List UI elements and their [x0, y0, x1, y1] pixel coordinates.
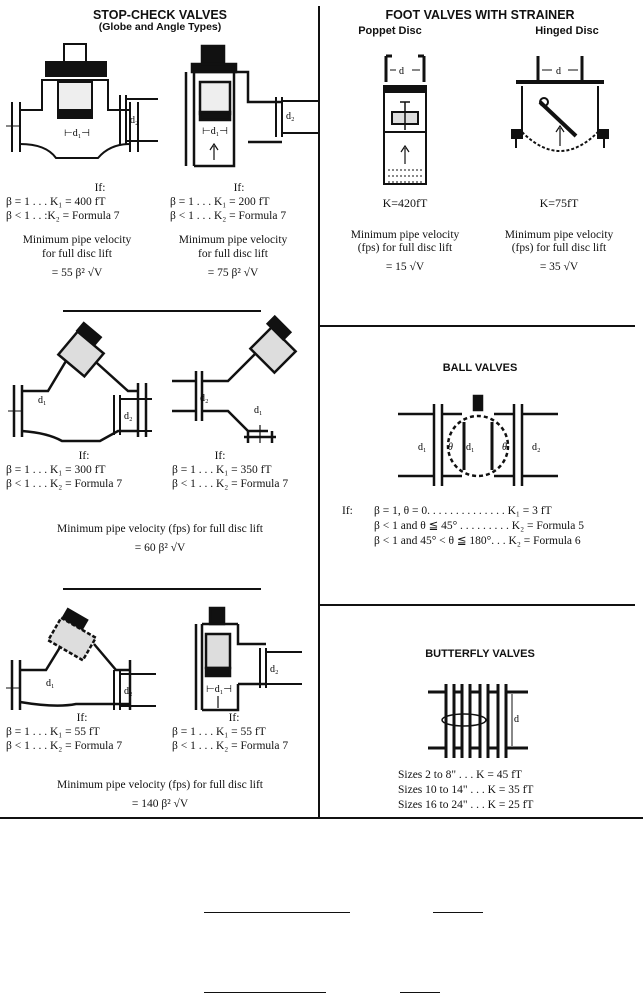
stop-check-globe-vel-3: = 55 β² √V — [51, 267, 103, 279]
svg-text:d: d — [556, 66, 561, 77]
stop-check-y-k2: β < 1 . . . K₂ = Formula 7 — [6, 478, 123, 490]
stop-check-globe-vel-1: Minimum pipe velocity — [22, 234, 132, 246]
butterfly-valve-diagram — [428, 682, 528, 760]
separator-right-1 — [320, 325, 635, 327]
pipe-section-diagram — [274, 97, 318, 137]
poppet-vel-2: (fps) for full disc lift — [357, 242, 453, 254]
svg-text:⊢d₁⊣: ⊢d₁⊣ — [206, 684, 232, 695]
svg-text:d: d — [399, 66, 404, 77]
hinged-vel-3: = 35 √V — [539, 261, 579, 273]
foot-valves-title: FOOT VALVES WITH STRAINER — [385, 8, 575, 22]
stop-check-angle-k2: β < 1 . . . K₂ = Formula 7 — [170, 210, 287, 222]
hinged-disc-label: Hinged Disc — [535, 25, 599, 37]
stop-check-globe-k2: β < 1 . . :K₂ = Formula 7 — [6, 210, 120, 222]
ball-k2-a: β < 1 and θ ≦ 45° . . . . . . . . . K₂ = Formula 5 — [374, 520, 584, 532]
hinged-k-value: K=75fT — [539, 196, 579, 210]
separator-right-2 — [320, 604, 635, 606]
svg-text:d₁: d₁ — [466, 442, 475, 453]
stop-check-yangle-k1: β = 1 . . . K₁ = 350 fT — [172, 464, 272, 476]
svg-text:d₂: d₂ — [270, 664, 279, 675]
blank-line — [204, 912, 350, 913]
butterfly-valves-title: BUTTERFLY VALVES — [425, 648, 535, 660]
svg-text:d₁: d₁ — [46, 678, 55, 689]
svg-text:d₁: d₁ — [38, 395, 47, 406]
ball-k2-b: β < 1 and 45° < θ ≦ 180°. . . K₂ = Formula 6 — [374, 535, 581, 547]
svg-text:θ: θ — [448, 442, 453, 453]
stop-check-row3-vel-1: Minimum pipe velocity (fps) for full disc lift — [56, 779, 263, 791]
svg-text:d₁: d₁ — [418, 442, 427, 453]
blank-line — [400, 992, 440, 993]
stop-check-title: STOP-CHECK VALVES — [92, 8, 228, 22]
svg-text:d₂: d₂ — [124, 411, 133, 422]
stop-check-lift-k2: β < 1 . . . K₂ = Formula 7 — [172, 740, 289, 752]
svg-text:d₂: d₂ — [130, 115, 139, 126]
separator-left-2 — [63, 588, 261, 590]
svg-text:d: d — [514, 714, 519, 725]
poppet-vel-3: = 15 √V — [385, 261, 425, 273]
stop-check-angle-vel-3: = 75 β² √V — [207, 267, 259, 279]
svg-text:d₂: d₂ — [286, 111, 295, 122]
blank-line — [204, 992, 326, 993]
stop-check-angle-if: If: — [233, 182, 245, 194]
angle-stop-check-valve-diagram — [172, 42, 282, 167]
butterfly-size-2: Sizes 10 to 14" . . . K = 35 fT — [398, 784, 534, 796]
bottom-rule — [0, 817, 643, 819]
hinged-foot-valve-diagram — [508, 52, 613, 162]
svg-text:d₂: d₂ — [200, 393, 209, 404]
pipe-section-diagram — [118, 95, 158, 145]
stop-check-angle-vel-1: Minimum pipe velocity — [178, 234, 288, 246]
svg-text:⊢d₁⊣: ⊢d₁⊣ — [64, 128, 90, 139]
hinged-vel-2: (fps) for full disc lift — [511, 242, 607, 254]
stop-check-angle-vel-2: for full disc lift — [198, 248, 268, 260]
ball-valves-title: BALL VALVES — [442, 362, 518, 374]
svg-text:⊢d₁⊣: ⊢d₁⊣ — [202, 126, 228, 137]
stop-check-yangle-if: If: — [214, 450, 226, 462]
svg-text:d₂: d₂ — [124, 686, 133, 697]
pipe-section-diagram — [112, 395, 152, 435]
butterfly-size-1: Sizes 2 to 8" . . . K = 45 fT — [398, 769, 522, 781]
y-angle-stop-check-valve-diagram — [172, 325, 312, 445]
stop-check-row2-vel-1: Minimum pipe velocity (fps) for full disc lift — [56, 523, 263, 535]
poppet-k-value: K=420fT — [382, 196, 428, 210]
ball-if: If: — [342, 505, 353, 517]
stop-check-y-k1: β = 1 . . . K₁ = 300 fT — [6, 464, 106, 476]
poppet-vel-1: Minimum pipe velocity — [350, 229, 460, 241]
svg-text:d₁: d₁ — [254, 405, 263, 416]
ball-valve-diagram — [398, 396, 558, 496]
svg-text:θ: θ — [502, 442, 507, 453]
angle-lift-stop-check-valve-diagram — [186, 604, 266, 714]
stop-check-y-if: If: — [78, 450, 90, 462]
center-divider — [318, 6, 320, 818]
stop-check-tilt-if: If: — [76, 712, 88, 724]
stop-check-tilt-k1: β = 1 . . . K₁ = 55 fT — [6, 726, 100, 738]
stop-check-tilt-k2: β < 1 . . . K₂ = Formula 7 — [6, 740, 123, 752]
butterfly-size-3: Sizes 16 to 24" . . . K = 25 fT — [398, 799, 534, 811]
stop-check-yangle-k2: β < 1 . . . K₂ = Formula 7 — [172, 478, 289, 490]
poppet-disc-label: Poppet Disc — [358, 25, 422, 37]
stop-check-row3-vel-2: = 140 β² √V — [131, 798, 189, 810]
hinged-vel-1: Minimum pipe velocity — [504, 229, 614, 241]
svg-text:d₂: d₂ — [532, 442, 541, 453]
stop-check-angle-k1: β = 1 . . . K₁ = 200 fT — [170, 196, 270, 208]
stop-check-row2-vel-2: = 60 β² √V — [134, 542, 186, 554]
blank-line — [433, 912, 483, 913]
stop-check-subtitle: (Globe and Angle Types) — [98, 21, 222, 33]
poppet-foot-valve-diagram — [380, 52, 430, 187]
stop-check-globe-vel-2: for full disc lift — [42, 248, 112, 260]
ball-k1: β = 1, θ = 0. . . . . . . . . . . . . . K₁ = 3 fT — [374, 505, 552, 517]
stop-check-lift-k1: β = 1 . . . K₁ = 55 fT — [172, 726, 266, 738]
stop-check-globe-if: If: — [94, 182, 106, 194]
pipe-section-diagram — [258, 648, 302, 688]
stop-check-globe-k1: β = 1 . . . K₁ = 400 fT — [6, 196, 106, 208]
stop-check-lift-if: If: — [228, 712, 240, 724]
pipe-section-diagram — [112, 670, 156, 710]
separator-left-1 — [63, 310, 261, 312]
